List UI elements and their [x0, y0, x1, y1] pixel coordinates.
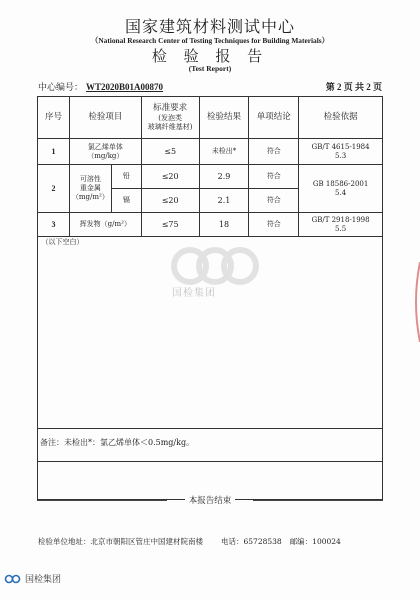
header-seq: 序号 — [38, 97, 70, 139]
footer-postcode: 邮编：100024 — [289, 537, 341, 546]
row-conclusion: 符合 — [249, 213, 299, 237]
row-seq: 3 — [38, 213, 70, 237]
row-basis-clause: 5.3 — [335, 151, 347, 160]
table-header-row — [38, 97, 383, 139]
row-req: ≤5 — [141, 139, 199, 165]
row-result: 2.1 — [199, 189, 249, 213]
row-conclusion: 符合 — [249, 189, 299, 213]
table-row — [38, 165, 383, 189]
table-row — [38, 139, 383, 165]
header-result: 检验结果 — [199, 97, 249, 139]
row-basis-std: GB/T 4615-1984 — [311, 142, 370, 151]
report-title-en: (Test Report) — [188, 64, 232, 73]
row-basis-clause: 5.4 — [335, 188, 347, 197]
brand-name: 国检集团 — [25, 575, 62, 585]
row-subitem: 镉 — [111, 189, 141, 213]
remark-note: 备注：未检出*：氯乙烯单体＜0.5mg/kg。 — [40, 438, 195, 447]
row-basis-std: GB/T 2918-1998 — [311, 215, 370, 224]
org-title-cn: 国家建筑材料测试中心 — [124, 17, 295, 36]
seal-edge-stamp — [410, 262, 420, 342]
row-item-unit: （mg/kg） — [87, 151, 124, 160]
header-item: 检验项目 — [69, 97, 141, 139]
row-result: 未检出* — [199, 139, 249, 165]
header-req-sub2: 玻璃纤维基材) — [147, 122, 193, 131]
row-subitem: 铅 — [111, 165, 141, 189]
row-seq: 1 — [38, 139, 70, 165]
footer — [38, 536, 384, 547]
row-item: 挥发物（g/m²） — [69, 213, 141, 237]
org-title-en: （National Research Center of Testing Techniques for Building Materials） — [90, 36, 330, 45]
row-basis — [299, 139, 383, 165]
row-item-name: 氯乙烯单体 — [87, 142, 123, 151]
row-conclusion: 符合 — [249, 165, 299, 189]
table-bottom-divider — [37, 461, 383, 462]
row-seq: 2 — [38, 165, 70, 213]
end-text-wrap — [37, 494, 383, 506]
report-number — [38, 80, 163, 93]
header-req-sub1: (发泡类 — [158, 114, 183, 123]
page-indicator-text: 第 2 页 共 2 页 — [325, 82, 382, 92]
results-table — [37, 96, 383, 249]
ctc-logo-icon — [4, 574, 22, 584]
header-basis: 检验依据 — [299, 97, 383, 139]
row-req: ≤20 — [141, 165, 199, 189]
footer-address: 检验单位地址：北京市朝阳区管庄中国建材院南楼 — [38, 537, 203, 546]
row-result: 2.9 — [199, 165, 249, 189]
header-conclusion: 单项结论 — [249, 97, 299, 139]
table-row — [38, 213, 383, 237]
row-basis — [299, 165, 383, 213]
row-basis-clause: 5.5 — [335, 224, 347, 233]
report-end-marker — [37, 494, 383, 506]
row-req: ≤20 — [141, 189, 199, 213]
header-req-main: 标准要求 — [153, 103, 188, 114]
row-basis — [299, 213, 383, 237]
header-requirement — [141, 97, 199, 139]
row-basis-std: GB 18586-2001 — [312, 179, 369, 188]
watermark-text: 国检集团 — [172, 288, 216, 299]
footer-phone: 电话：65728538 — [221, 537, 282, 546]
page-indicator — [326, 80, 382, 93]
end-text: 本报告结束 — [185, 496, 236, 506]
report-number-label: 中心编号： — [38, 83, 84, 93]
row-item-unit: （mg/m²） — [71, 192, 109, 201]
note-divider — [37, 428, 383, 429]
blank-note: （以下空白） — [38, 237, 383, 249]
row-req: ≤75 — [141, 213, 199, 237]
row-item — [69, 165, 111, 213]
report-number-value: WT2020B01A00870 — [86, 82, 164, 92]
report-title-cn: 检 验 报 告 — [151, 47, 269, 65]
row-item-name2: 重金属 — [79, 184, 101, 193]
brand-logo — [4, 572, 61, 585]
row-item-name: 可溶性 — [79, 175, 101, 184]
row-result: 18 — [199, 213, 249, 237]
row-conclusion: 符合 — [249, 139, 299, 165]
row-item — [69, 139, 141, 165]
